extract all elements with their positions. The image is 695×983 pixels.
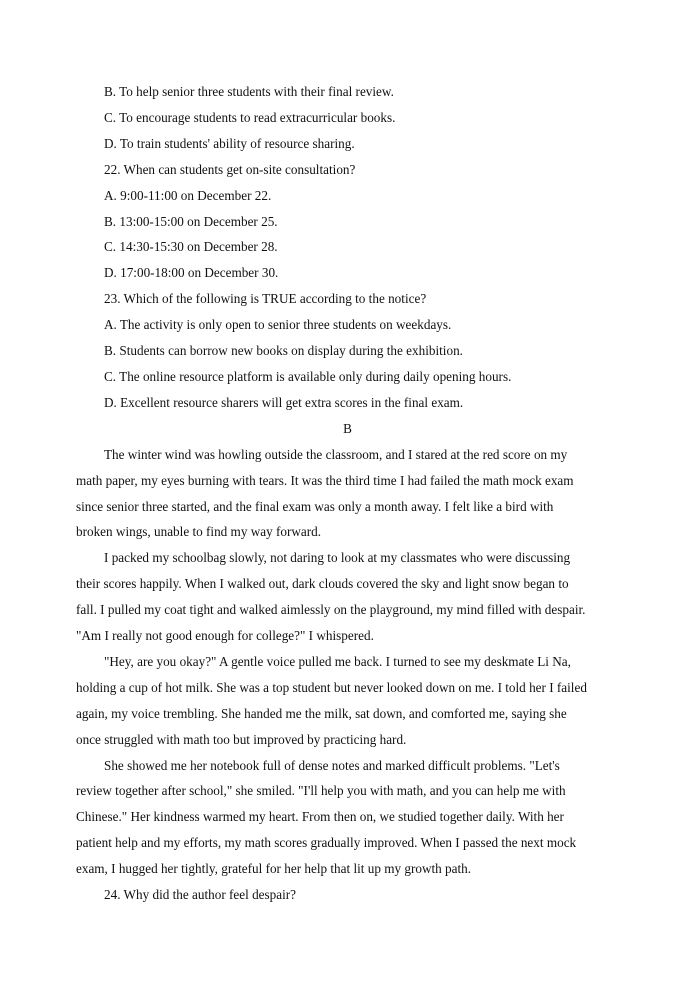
passage-line: fall. I pulled my coat tight and walked aimlessly on the playground, my mind filled with despair. xyxy=(76,602,586,618)
section-label: B xyxy=(343,420,352,436)
q22-option-c: C. 14:30-15:30 on December 28. xyxy=(104,239,278,255)
q22-question: 22. When can students get on-site consultation? xyxy=(104,161,356,177)
passage-line: "Am I really not good enough for college?" I whispered. xyxy=(76,628,374,644)
passage-line: holding a cup of hot milk. She was a top student but never looked down on me. I told her I failed xyxy=(76,679,587,695)
passage-paragraph-3 xyxy=(76,649,619,753)
passage-line: exam, I hugged her tightly, grateful for her help that lit up my growth path. xyxy=(76,861,472,877)
q24-question: 24. Why did the author feel despair? xyxy=(104,887,297,903)
passage-line: math paper, my eyes burning with tears. It was the third time I had failed the math mock exam xyxy=(76,472,574,488)
q21-option-b: B. To help senior three students with their final review. xyxy=(104,84,394,99)
passage-line: once struggled with math too but improved by practicing hard. xyxy=(76,731,407,747)
passage-paragraph-4 xyxy=(76,753,619,883)
passage-line: review together after school," she smiled. "I'll help you with math, and you can help me with xyxy=(76,783,566,799)
q21-option-d: D. To train students' ability of resource sharing. xyxy=(104,135,355,151)
q23-option-a: A. The activity is only open to senior three students on weekdays. xyxy=(104,317,452,333)
passage-line: "Hey, are you okay?" A gentle voice pulled me back. I turned to see my deskmate Li Na, xyxy=(104,653,571,669)
q23-option-d: D. Excellent resource sharers will get extra scores in the final exam. xyxy=(104,394,464,410)
q23-option-c: C. The online resource platform is available only during daily opening hours. xyxy=(104,368,512,384)
passage-line: broken wings, unable to find my way forward. xyxy=(76,524,322,540)
document-page xyxy=(76,79,619,908)
q22-option-d: D. 17:00-18:00 on December 30. xyxy=(104,265,279,281)
passage-line: I packed my schoolbag slowly, not daring to look at my classmates who were discussing xyxy=(104,550,571,566)
passage-paragraph-2 xyxy=(76,545,619,649)
passage-line: since senior three started, and the final exam was only a month away. I felt like a bird with xyxy=(76,498,554,514)
q21-option-c: C. To encourage students to read extracurricular books. xyxy=(104,109,396,125)
passage-paragraph-1 xyxy=(76,442,619,546)
passage-line: The winter wind was howling outside the classroom, and I stared at the red score on my xyxy=(104,446,568,462)
passage-line: Chinese." Her kindness warmed my heart. From then on, we studied together daily. With her xyxy=(76,809,564,825)
q23-question: 23. Which of the following is TRUE according to the notice? xyxy=(104,291,427,307)
passage-line: patient help and my efforts, my math scores gradually improved. When I passed the next mock xyxy=(76,835,577,851)
passage-line: their scores happily. When I walked out, dark clouds covered the sky and light snow began to xyxy=(76,576,569,592)
passage-line: She showed me her notebook full of dense notes and marked difficult problems. "Let's xyxy=(104,757,560,773)
q22-option-b: B. 13:00-15:00 on December 25. xyxy=(104,213,278,229)
q23-option-b: B. Students can borrow new books on display during the exhibition. xyxy=(104,343,463,359)
passage-line: again, my voice trembling. She handed me the milk, sat down, and comforted me, saying she xyxy=(76,705,567,721)
q22-option-a: A. 9:00-11:00 on December 22. xyxy=(104,187,272,203)
